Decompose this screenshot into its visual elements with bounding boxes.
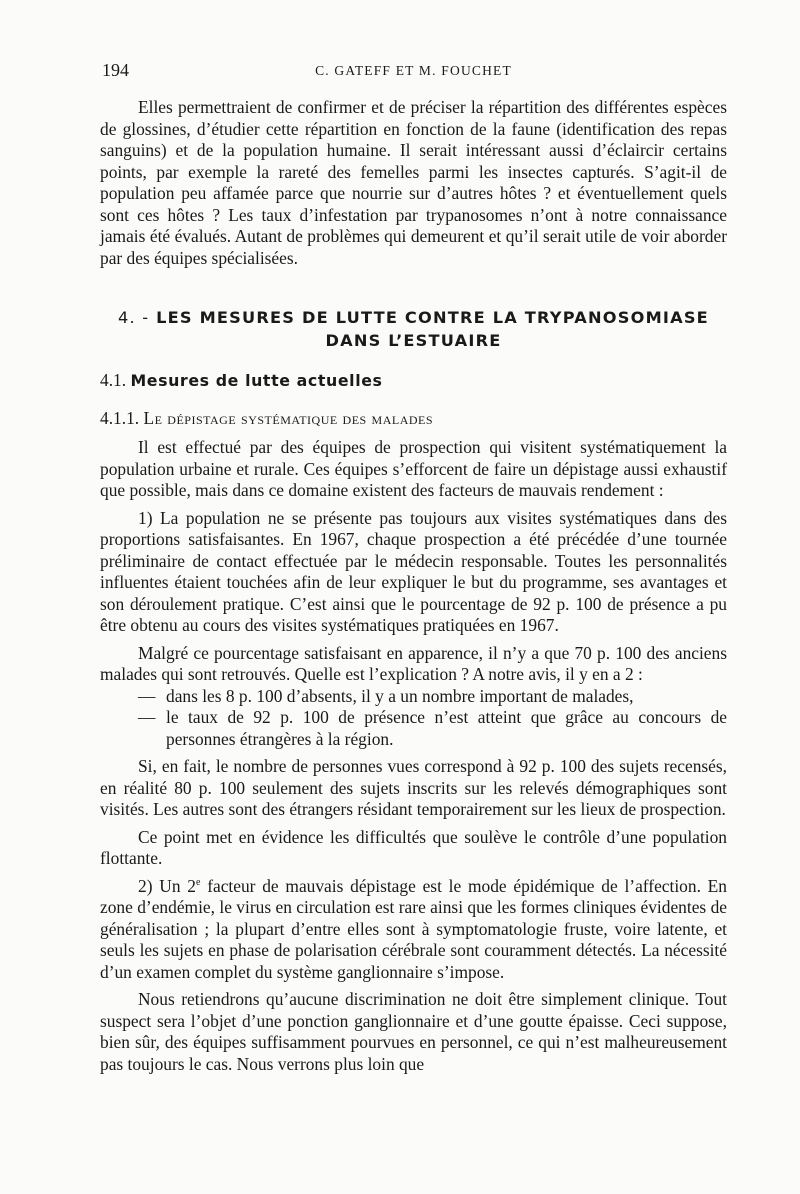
dash-symbol: —: [138, 685, 156, 706]
page-number: 194: [102, 60, 129, 80]
main-body: [100, 437, 727, 1075]
superscript-e: e: [195, 876, 201, 888]
paragraph-7: Nous retiendrons qu’aucune discrimination ne doit être simplement clinique. Tout suspect sera l’objet d’une ponction ganglionnaire et d’une goutte épaisse. Ceci suppose, bien sûr, des équipes suffisamment pourvues en personnel, ce qui n’est malheureusement pas toujours le cas. Nous verrons plus loin que: [100, 989, 727, 1074]
paragraph-3: Malgré ce pourcentage satisfaisant en apparence, il n’y a que 70 p. 100 des anciens malades qui sont retrouvés. Quelle est l’explication ? A notre avis, il y en a 2 :: [100, 642, 727, 684]
page-header: [100, 60, 727, 82]
subsubsection-title: Le dépistage systématique des malades: [143, 408, 434, 428]
subsubsection-heading: [100, 407, 433, 429]
dash-item-1: [100, 686, 727, 708]
subsubsection-number: 4.1.1.: [100, 408, 140, 428]
dash-item-2-text: le taux de 92 p. 100 de présence n’est atteint que grâce au concours de personnes étrangères à la région.: [166, 707, 727, 749]
section-number: 4. -: [118, 308, 150, 327]
subsection-title: Mesures de lutte actuelles: [130, 371, 383, 390]
dash-symbol: —: [138, 707, 156, 727]
intro-block: [100, 97, 727, 269]
section-heading: [100, 306, 727, 352]
subsection-heading: [100, 369, 383, 392]
paragraph-6: [100, 876, 727, 984]
paragraph-1: Il est effectué par des équipes de prospection qui visitent systématiquement la population urbaine et rurale. Ces équipes s’efforcent de faire un dépistage aussi exhaustif que possible, mais dans ce domaine existent des facteurs de mauvais rendement :: [100, 437, 727, 500]
dash-item-2: [100, 707, 727, 750]
dash-item-1-text: dans les 8 p. 100 d’absents, il y a un nombre important de malades,: [166, 685, 634, 706]
section-title-line1: LES MESURES DE LUTTE CONTRE LA TRYPANOSOMIASE: [156, 308, 709, 327]
section-heading-line1: [100, 306, 727, 329]
paragraph-6-rest: facteur de mauvais dépistage est le mode épidémique de l’affection. En zone d’endémie, le virus en circulation est rare ainsi que les formes cliniques évidentes de généralisation ; la plupart d’entre elles sont à symptomatologie fruste, voire latente, et seuls les sujets en phase de polarisation cérébrale sont couramment détectés. La nécessité d’un examen complet du système ganglionnaire s’impose.: [100, 875, 727, 982]
section-title-line2: DANS L’ESTUAIRE: [325, 331, 502, 350]
running-head: C. GATEFF ET M. FOUCHET: [315, 63, 512, 78]
paragraph-6-start: 2) Un 2: [138, 875, 196, 896]
paragraph-4: Si, en fait, le nombre de personnes vues correspond à 92 p. 100 des sujets recensés, en réalité 80 p. 100 seulement des sujets inscrits sur les relevés démographiques sont visités. Les autres sont des étrangers résidant temporairement sur les lieux de prospection.: [100, 756, 727, 819]
paragraph-2: 1) La population ne se présente pas toujours aux visites systématiques dans des proportions satisfaisantes. En 1967, chaque prospection a été précédée d’une tournée préliminaire de contact effectuée par le médecin responsable. Toutes les personnalités influentes étaient touchées afin de leur expliquer le but du programme, ses avantages et son déroulement pratique. C’est ainsi que le pourcentage de 92 p. 100 de présence a pu être obtenu au cours des visites systématiques pratiquées en 1967.: [100, 507, 727, 635]
paragraph-5: Ce point met en évidence les difficultés que soulève le contrôle d’une population flottante.: [100, 826, 727, 868]
subsection-number: 4.1.: [100, 370, 127, 390]
intro-paragraph: Elles permettraient de confirmer et de préciser la répartition des différentes espèces de glossines, d’étudier cette répartition en fonction de la faune (identification des repas sanguins) et de la population humaine. Il serait intéressant aussi d’éclaircir certains points, par exemple la rareté des femelles parmi les insectes capturés. S’agit-il de population peu affamée parce que nourrie sur d’autres hôtes ? et éventuellement quels sont ces hôtes ? Les taux d’infestation par trypanosomes n’ont à notre connaissance jamais été évalués. Autant de problèmes qui demeurent et qu’il serait utile de voir aborder par des équipes spécialisées.: [100, 97, 727, 268]
